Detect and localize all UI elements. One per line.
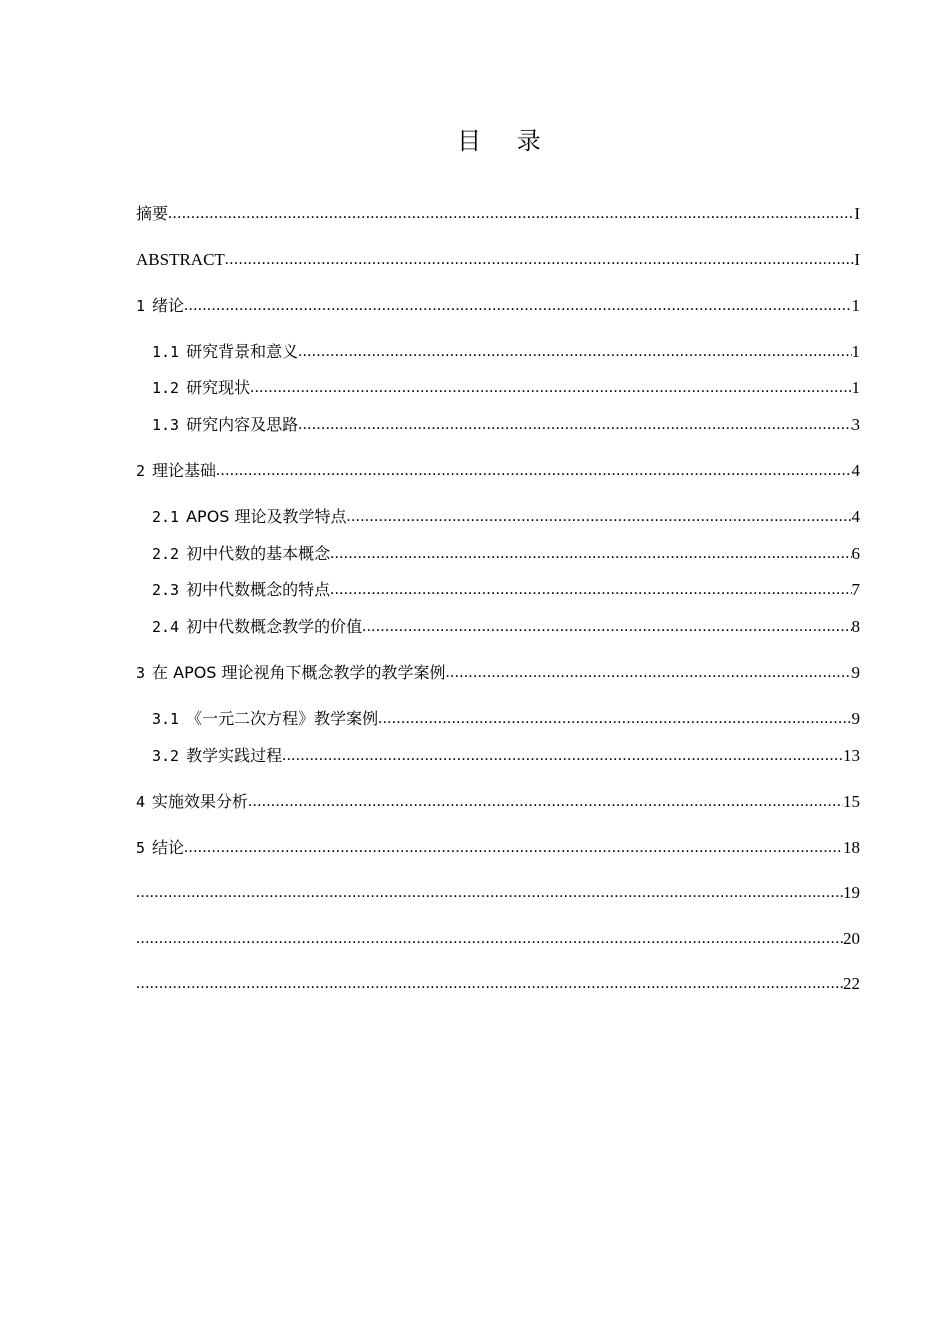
toc-entry-section-1-2[interactable]: [152, 375, 860, 399]
toc-leader-dots: [298, 341, 851, 363]
toc-entry-section-2-2[interactable]: [152, 541, 860, 565]
toc-page-number: 1: [851, 296, 860, 315]
toc-entry-label: 2.3 初中代数概念的特点: [152, 580, 331, 599]
toc-entry-label: 2 理论基础: [136, 461, 217, 480]
toc-entry-section-1-3[interactable]: [152, 412, 860, 436]
toc-entry-section-3-1[interactable]: [152, 706, 860, 730]
toc-leader-dots: [446, 662, 852, 684]
toc-page-number: 4: [851, 507, 860, 526]
toc-entry-label: 5 结论: [136, 838, 185, 857]
toc-entry-chapter-1[interactable]: [136, 293, 860, 317]
toc-leader-dots: [248, 791, 843, 813]
toc-page-number: 13: [843, 746, 860, 765]
toc-entry-section-3-2[interactable]: [152, 743, 860, 767]
toc-entry-section-2-4[interactable]: [152, 614, 860, 638]
toc-list: [136, 0, 860, 1344]
toc-entry-abstract-cn[interactable]: [136, 201, 860, 225]
toc-leader-dots: [250, 377, 851, 399]
toc-leader-dots: [184, 295, 851, 317]
toc-entry-label: ABSTRACT: [136, 250, 225, 269]
toc-page-number: 7: [851, 580, 860, 599]
toc-page-number: 9: [851, 709, 860, 728]
toc-leader-dots: [136, 973, 843, 995]
toc-page-number: 22: [843, 974, 860, 993]
toc-entry-section-2-1[interactable]: [152, 504, 860, 528]
toc-page-number: 4: [851, 461, 860, 480]
toc-leader-dots: [347, 506, 852, 528]
toc-leader-dots: [330, 543, 851, 565]
toc-leader-dots: [378, 708, 851, 730]
toc-leader-dots: [184, 837, 843, 859]
toc-entry-chapter-4[interactable]: [136, 789, 860, 813]
toc-entry-chapter-3[interactable]: [136, 660, 860, 684]
toc-entry-unlabeled-2[interactable]: [136, 926, 860, 950]
toc-entry-label: 3.2 教学实践过程: [152, 746, 283, 765]
toc-entry-chapter-5[interactable]: [136, 835, 860, 859]
toc-page-number: 20: [843, 929, 860, 948]
toc-page-number: 18: [843, 838, 860, 857]
toc-page-number: 3: [851, 415, 860, 434]
toc-leader-dots: [136, 882, 843, 904]
toc-page-number: 1: [851, 378, 860, 397]
toc-leader-dots: [168, 203, 854, 225]
toc-title: 目 录: [457, 127, 555, 155]
toc-entry-label: 4 实施效果分析: [136, 792, 249, 811]
toc-entry-unlabeled-1[interactable]: [136, 880, 860, 904]
toc-leader-dots: [330, 579, 851, 601]
toc-page-number: 1: [851, 342, 860, 361]
toc-entry-label: 摘要: [136, 204, 169, 223]
toc-page-number: I: [854, 250, 860, 269]
toc-entry-label: 2.2 初中代数的基本概念: [152, 544, 331, 563]
toc-entry-label: 1 绪论: [136, 296, 185, 315]
toc-entry-label: 2.4 初中代数概念教学的价值: [152, 617, 363, 636]
toc-page-number: 19: [843, 883, 860, 902]
toc-entry-label: 1.2 研究现状: [152, 378, 251, 397]
toc-entry-section-1-1[interactable]: [152, 339, 860, 363]
toc-entry-unlabeled-3[interactable]: [136, 971, 860, 995]
toc-leader-dots: [362, 616, 851, 638]
toc-entry-section-2-3[interactable]: [152, 577, 860, 601]
toc-leader-dots: [216, 460, 851, 482]
toc-page-number: I: [854, 204, 860, 223]
toc-leader-dots: [136, 928, 843, 950]
toc-page-number: 15: [843, 792, 860, 811]
toc-entry-abstract-en[interactable]: [136, 247, 860, 271]
toc-entry-label: 3.1 《一元二次方程》教学案例: [152, 709, 379, 728]
toc-page-number: 8: [851, 617, 860, 636]
toc-leader-dots: [225, 249, 855, 271]
toc-page-number: 6: [851, 544, 860, 563]
toc-entry-label: 2.1 APOS 理论及教学特点: [152, 507, 347, 526]
toc-entry-label: 3 在 APOS 理论视角下概念教学的教学案例: [136, 663, 446, 682]
toc-page-number: 9: [851, 663, 860, 682]
toc-leader-dots: [298, 414, 851, 436]
toc-entry-label: 1.1 研究背景和意义: [152, 342, 299, 361]
toc-leader-dots: [282, 745, 843, 767]
toc-entry-chapter-2[interactable]: [136, 458, 860, 482]
toc-entry-label: 1.3 研究内容及思路: [152, 415, 299, 434]
